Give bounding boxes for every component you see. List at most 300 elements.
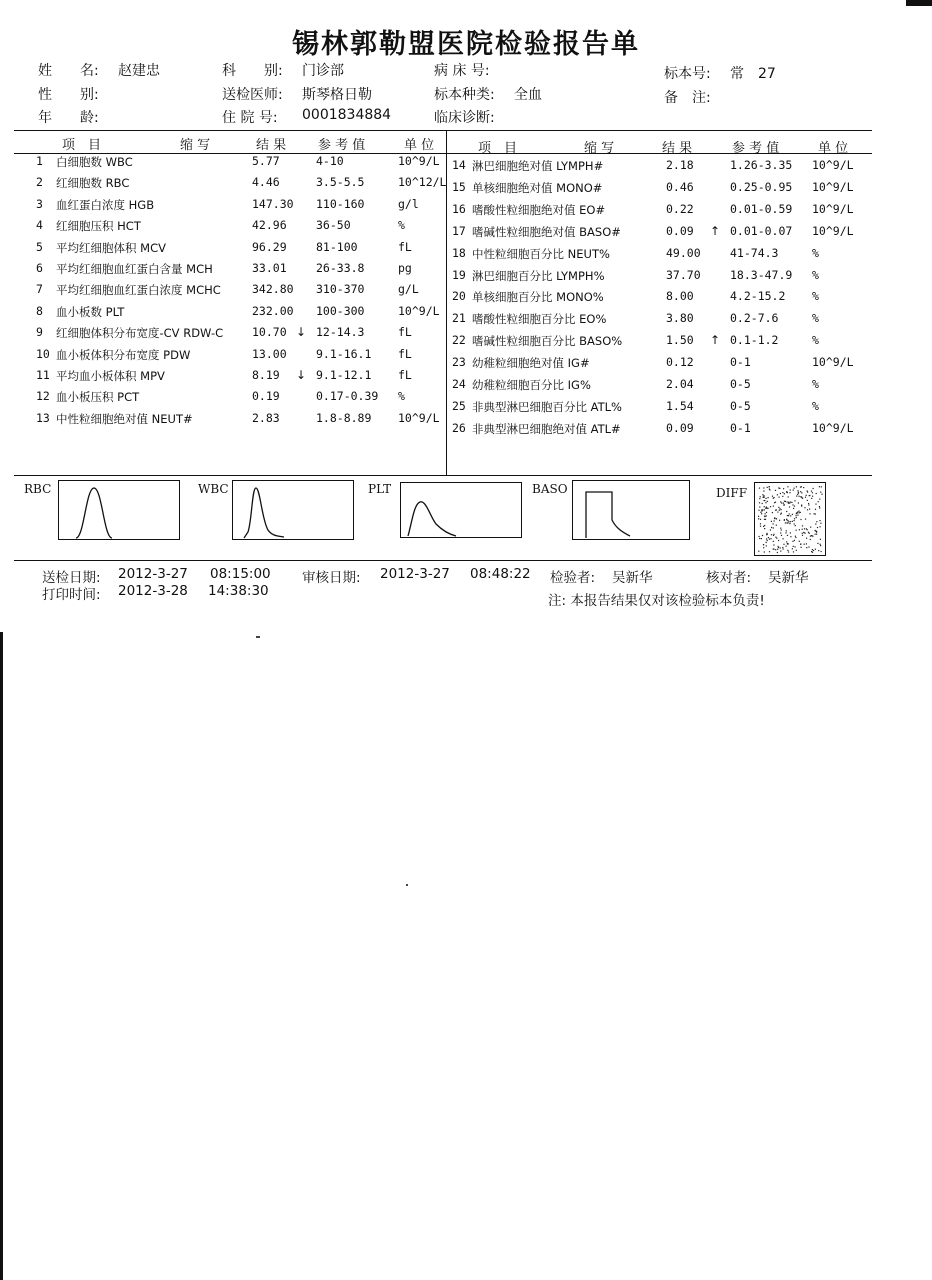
row-result: 1.50: [666, 333, 694, 348]
row-reference: 110-160: [316, 196, 365, 211]
row-reference: 1.26-3.35: [730, 158, 793, 172]
scatter-dot: [787, 550, 788, 551]
scatter-dot: [815, 549, 816, 550]
review-time: 08:48:22: [470, 566, 531, 582]
scatter-dot: [791, 502, 792, 503]
diff-scattergram: [754, 482, 826, 556]
scatter-dot: [776, 509, 777, 510]
scatter-dot: [789, 513, 790, 514]
scatter-dot: [773, 506, 774, 507]
scatter-dot: [801, 492, 802, 493]
col-abbr-right: 缩 写: [584, 141, 615, 156]
scatter-dot: [768, 537, 769, 538]
col-result-left: 结 果: [256, 138, 287, 153]
scatter-dot: [783, 503, 784, 504]
row-item-name: 白细胞数 WBC: [56, 155, 133, 169]
scatter-dot: [821, 494, 822, 495]
row-result: 13.00: [252, 346, 287, 361]
scatter-dot: [815, 530, 816, 531]
scatter-dot: [801, 486, 802, 487]
row-number: 20: [452, 289, 466, 304]
scatter-dot: [784, 493, 785, 494]
scatter-dot: [803, 532, 804, 533]
scatter-dot: [787, 486, 788, 487]
scatter-dot: [763, 487, 764, 488]
scatter-dot: [815, 513, 816, 514]
scatter-dot: [789, 503, 790, 504]
row-item-name: 平均红细胞血红蛋白含量 MCH: [56, 262, 213, 276]
scatter-dot: [762, 503, 763, 504]
scatter-dot: [820, 539, 821, 540]
dept-value: 门诊部: [302, 63, 344, 79]
scatter-dot: [821, 486, 822, 487]
scatter-dot: [807, 492, 808, 493]
scatter-dot: [794, 500, 795, 501]
scatter-dot: [782, 496, 783, 497]
scatter-dot: [788, 543, 789, 544]
scatter-dot: [786, 522, 787, 523]
scatter-dot: [788, 503, 789, 504]
row-reference: 9.1-12.1: [316, 368, 372, 382]
print-date: 2012-3-28: [118, 583, 188, 599]
scatter-dot: [779, 488, 780, 489]
scatter-dot: [821, 551, 822, 552]
scatter-dot: [810, 527, 811, 528]
scatter-dot: [806, 495, 807, 496]
scatter-dot: [764, 506, 765, 507]
scatter-dot: [802, 525, 803, 526]
scatter-dot: [781, 503, 782, 504]
scatter-dot: [788, 496, 789, 497]
scatter-dot: [815, 504, 816, 505]
scatter-dot: [794, 540, 795, 541]
row-unit: %: [812, 398, 819, 413]
row-item-name: 淋巴细胞百分比 LYMPH%: [472, 268, 605, 283]
baso-histogram-label: BASO: [532, 482, 568, 496]
scatter-dot: [813, 550, 814, 551]
row-item-name: 红细胞数 RBC: [56, 176, 130, 191]
row-item-name: 嗜酸性粒细胞百分比 EO%: [472, 312, 607, 327]
row-number: 19: [452, 267, 466, 282]
scatter-dot: [820, 526, 821, 527]
row-reference: 0.01-0.59: [730, 201, 793, 216]
specimen-no-value: 常 27: [730, 66, 776, 82]
row-item-name: 非典型淋巴细胞绝对值 ATL#: [472, 421, 621, 436]
scatter-dot: [800, 491, 801, 492]
scatter-dot: [788, 551, 789, 552]
scatter-dot: [817, 527, 818, 528]
histogram-bottom-rule: [14, 560, 872, 561]
scatter-dot: [794, 518, 795, 519]
col-item-left: 项 目: [62, 138, 102, 153]
inpatient-value: 0001834884: [302, 107, 392, 123]
row-unit: 10^9/L: [398, 154, 440, 168]
tester-name: 吴新华: [612, 570, 653, 586]
scatter-dot: [773, 541, 774, 542]
report-note: 注: 本报告结果仅对该检验标本负责!: [548, 593, 765, 609]
scatter-dot: [759, 498, 760, 499]
scatter-dot: [799, 529, 800, 530]
row-reference: 18.3-47.9: [730, 267, 793, 282]
scatter-dot: [807, 509, 808, 510]
scatter-dot: [766, 545, 767, 546]
scatter-dot: [798, 511, 799, 512]
scatter-dot: [785, 522, 786, 523]
scatter-dot: [808, 504, 809, 505]
scatter-dot: [765, 502, 766, 503]
scatter-dot: [800, 544, 801, 545]
wbc-histogram-label: WBC: [198, 482, 229, 496]
scatter-dot: [788, 521, 789, 522]
row-unit: 10^9/L: [812, 201, 854, 216]
scatter-dot: [797, 494, 798, 495]
scatter-dot: [808, 546, 809, 547]
row-unit: 10^12/L: [398, 175, 447, 190]
scatter-dot: [781, 535, 782, 536]
review-date-label: 审核日期:: [302, 570, 361, 586]
row-unit: 10^9/L: [812, 179, 854, 194]
row-number: 25: [452, 398, 466, 413]
scatter-dot: [777, 512, 778, 513]
scatter-dot: [792, 504, 793, 505]
scatter-dot: [792, 514, 793, 515]
scatter-dot: [808, 532, 809, 533]
scatter-dot: [819, 520, 820, 521]
scatter-dot: [759, 538, 760, 539]
row-unit: %: [398, 218, 405, 233]
scatter-dot: [775, 537, 776, 538]
scatter-dot: [771, 521, 772, 522]
row-unit: 10^9/L: [812, 355, 854, 370]
row-number: 26: [452, 420, 466, 435]
row-number: 16: [452, 201, 466, 216]
specimen-no-label: 标本号:: [664, 66, 711, 82]
scatter-dot: [812, 549, 813, 550]
row-item-name: 嗜酸性粒细胞绝对值 EO#: [472, 202, 606, 217]
scatter-dot: [794, 520, 795, 521]
scatter-dot: [777, 549, 778, 550]
report-title: 锡林郭勒盟医院检验报告单: [292, 29, 640, 60]
scatter-dot: [807, 500, 808, 501]
scatter-dot: [781, 509, 782, 510]
row-reference: 0.17-0.39: [316, 389, 379, 404]
scatter-dot: [768, 497, 769, 498]
row-number: 5: [36, 239, 43, 254]
scatter-dot: [796, 550, 797, 551]
row-number: 2: [36, 175, 43, 190]
row-result: 0.22: [666, 201, 694, 216]
row-item-name: 非典型淋巴细胞百分比 ATL%: [472, 399, 622, 414]
scatter-dot: [780, 532, 781, 533]
row-reference: 0-5: [730, 377, 751, 391]
scatter-dot: [814, 513, 815, 514]
scatter-dot: [818, 550, 819, 551]
row-result: 0.09: [666, 420, 694, 435]
scatter-dot: [794, 488, 795, 489]
send-date: 2012-3-27: [118, 566, 188, 582]
diagnosis-label: 临床诊断:: [434, 110, 495, 126]
scatter-dot: [801, 547, 802, 548]
row-item-name: 红细胞体积分布宽度-CV RDW-C: [56, 326, 224, 341]
row-result: 3.80: [666, 311, 694, 326]
scatter-dot: [761, 510, 762, 511]
scatter-dot: [817, 543, 818, 544]
row-item-name: 单核细胞绝对值 MONO#: [472, 180, 603, 195]
tester-label: 检验者:: [550, 570, 596, 586]
row-result: 147.30: [252, 196, 294, 211]
row-item-name: 血小板压积 PCT: [56, 390, 140, 405]
scatter-dot: [805, 497, 806, 498]
col-result-right: 结 果: [662, 141, 693, 156]
scatter-dot: [779, 508, 780, 509]
row-result: 10.70: [252, 325, 287, 340]
scatter-dot: [802, 529, 803, 530]
scatter-dot: [804, 507, 805, 508]
row-number: 7: [36, 282, 43, 297]
scatter-dot: [765, 508, 766, 509]
row-result: 4.46: [252, 175, 280, 190]
scatter-dot: [760, 519, 761, 520]
row-reference: 0-1: [730, 355, 751, 370]
send-date-label: 送检日期:: [42, 570, 101, 586]
row-result: 42.96: [252, 218, 287, 233]
scatter-dot: [774, 502, 775, 503]
row-result: 232.00: [252, 303, 294, 318]
scatter-dot: [780, 501, 781, 502]
scatter-dot: [769, 551, 770, 552]
row-number: 12: [36, 389, 50, 404]
scatter-dot: [766, 542, 767, 543]
scatter-dot: [770, 529, 771, 530]
row-item-name: 平均红细胞血红蛋白浓度 MCHC: [56, 283, 221, 298]
scatter-dot: [786, 511, 787, 512]
scatter-dot: [803, 487, 804, 488]
row-reference: 0.2-7.6: [730, 311, 779, 326]
scatter-dot: [766, 507, 767, 508]
scatter-dot: [763, 544, 764, 545]
scatter-dot: [764, 500, 765, 501]
row-unit: pg: [398, 261, 412, 275]
checker-label: 核对者:: [706, 570, 752, 586]
row-number: 9: [36, 325, 43, 340]
scatter-dot: [809, 495, 810, 496]
scatter-dot: [778, 540, 779, 541]
row-result: 33.01: [252, 261, 287, 275]
scatter-dot: [796, 517, 797, 518]
scatter-dot: [806, 528, 807, 529]
row-number: 1: [36, 154, 43, 168]
scatter-dot: [766, 533, 767, 534]
row-unit: %: [812, 333, 819, 348]
scatter-dot: [779, 520, 780, 521]
scatter-dot: [793, 490, 794, 491]
scatter-dot: [774, 520, 775, 521]
row-item-name: 淋巴细胞绝对值 LYMPH#: [472, 159, 604, 173]
row-unit: fL: [398, 239, 412, 254]
scatter-dot: [780, 551, 781, 552]
scatter-dot: [792, 521, 793, 522]
scatter-dot: [802, 533, 803, 534]
checker-name: 吴新华: [768, 570, 809, 586]
scatter-dot: [793, 551, 794, 552]
row-result: 96.29: [252, 239, 287, 254]
scatter-dot: [786, 541, 787, 542]
print-time: 14:38:30: [208, 583, 269, 599]
scatter-dot: [769, 539, 770, 540]
row-result: 37.70: [666, 267, 701, 282]
scatter-dot: [819, 507, 820, 508]
scatter-dot: [816, 532, 817, 533]
scatter-dot: [761, 509, 762, 510]
scatter-dot: [772, 512, 773, 513]
scatter-dot: [758, 518, 759, 519]
row-result: 0.12: [666, 355, 694, 370]
row-result: 0.46: [666, 179, 694, 194]
scatter-dot: [763, 496, 764, 497]
scatter-dot: [774, 518, 775, 519]
scatter-dot: [773, 534, 774, 535]
scan-speck: [256, 636, 260, 638]
scatter-dot: [759, 502, 760, 503]
col-abbr-left: 缩 写: [180, 138, 211, 153]
scatter-dot: [766, 498, 767, 499]
scatter-dot: [766, 512, 767, 513]
scatter-dot: [794, 506, 795, 507]
scatter-dot: [767, 487, 768, 488]
scatter-dot: [764, 509, 765, 510]
scatter-dot: [816, 493, 817, 494]
scatter-dot: [797, 490, 798, 491]
scatter-dot: [766, 515, 767, 516]
scatter-dot: [787, 520, 788, 521]
row-reference: 1.8-8.89: [316, 410, 372, 425]
scatter-dot: [758, 516, 759, 517]
row-unit: %: [812, 245, 819, 260]
scatter-dot: [801, 506, 802, 507]
row-reference: 0.01-0.07: [730, 223, 793, 238]
row-item-name: 嗜碱性粒细胞绝对值 BASO#: [472, 224, 621, 239]
scatter-dot: [818, 501, 819, 502]
row-result: 8.00: [666, 289, 694, 304]
scatter-dot: [799, 496, 800, 497]
scatter-dot: [787, 535, 788, 536]
scatter-dot: [770, 506, 771, 507]
row-result: 2.18: [666, 158, 694, 172]
scatter-dot: [781, 529, 782, 530]
diff-scattergram-label: DIFF: [716, 486, 748, 500]
gender-label: 性 别:: [38, 87, 99, 103]
scatter-dot: [759, 536, 760, 537]
scatter-dot: [767, 508, 768, 509]
scatter-dot: [771, 527, 772, 528]
scatter-dot: [790, 536, 791, 537]
scatter-dot: [798, 493, 799, 494]
scatter-dot: [787, 501, 788, 502]
row-reference: 12-14.3: [316, 325, 365, 340]
scatter-dot: [778, 547, 779, 548]
scatter-dot: [773, 544, 774, 545]
scatter-dot: [820, 545, 821, 546]
scatter-dot: [762, 494, 763, 495]
scatter-dot: [790, 521, 791, 522]
scatter-dot: [769, 486, 770, 487]
row-result: 1.54: [666, 398, 694, 413]
scatter-dot: [795, 546, 796, 547]
scatter-dot: [810, 536, 811, 537]
scatter-dot: [780, 528, 781, 529]
scatter-dot: [802, 535, 803, 536]
scatter-dot: [793, 508, 794, 509]
plt-histogram: [400, 482, 522, 538]
row-reference: 26-33.8: [316, 261, 365, 275]
scatter-dot: [816, 521, 817, 522]
row-reference: 81-100: [316, 239, 358, 254]
row-unit: g/L: [398, 282, 419, 297]
scatter-dot: [764, 525, 765, 526]
row-result: 0.19: [252, 389, 280, 404]
row-unit: %: [812, 311, 819, 326]
scatter-dot: [820, 523, 821, 524]
scatter-dot: [783, 548, 784, 549]
doctor-label: 送检医师:: [222, 87, 283, 103]
scatter-dot: [789, 523, 790, 524]
scatter-dot: [758, 551, 759, 552]
scatter-dot: [772, 496, 773, 497]
row-flag-arrow: ↑: [710, 223, 721, 238]
scatter-dot: [780, 493, 781, 494]
scatter-dot: [764, 519, 765, 520]
col-unit-left: 单 位: [404, 138, 435, 153]
row-number: 3: [36, 196, 43, 211]
scatter-dot: [771, 534, 772, 535]
scatter-dot: [773, 527, 774, 528]
row-reference: 0-5: [730, 398, 751, 413]
col-ref-right: 参 考 值: [732, 141, 780, 156]
row-number: 23: [452, 355, 466, 370]
scatter-dot: [789, 492, 790, 493]
scatter-dot: [761, 513, 762, 514]
scatter-dot: [764, 551, 765, 552]
row-unit: fL: [398, 368, 412, 382]
scatter-dot: [802, 498, 803, 499]
row-flag-arrow: ↓: [296, 368, 307, 382]
scatter-dot: [788, 515, 789, 516]
scatter-dot: [786, 492, 787, 493]
row-number: 21: [452, 311, 466, 326]
scatter-dot: [784, 504, 785, 505]
scatter-dot: [796, 530, 797, 531]
scatter-dot: [790, 532, 791, 533]
scatter-dot: [795, 525, 796, 526]
scatter-dot: [773, 523, 774, 524]
row-item-name: 中性粒细胞绝对值 NEUT#: [56, 411, 193, 426]
row-item-name: 中性粒细胞百分比 NEUT%: [472, 246, 610, 261]
scatter-dot: [758, 510, 759, 511]
row-number: 17: [452, 223, 466, 238]
row-item-name: 幼稚粒细胞绝对值 IG#: [472, 356, 590, 371]
row-result: 8.19: [252, 368, 280, 382]
scatter-dot: [783, 538, 784, 539]
row-number: 14: [452, 158, 466, 172]
row-number: 6: [36, 261, 43, 275]
row-number: 15: [452, 179, 466, 194]
row-number: 13: [36, 410, 50, 425]
scatter-dot: [806, 543, 807, 544]
scatter-dot: [811, 551, 812, 552]
scatter-dot: [820, 492, 821, 493]
row-unit: fL: [398, 346, 412, 361]
scatter-dot: [800, 496, 801, 497]
